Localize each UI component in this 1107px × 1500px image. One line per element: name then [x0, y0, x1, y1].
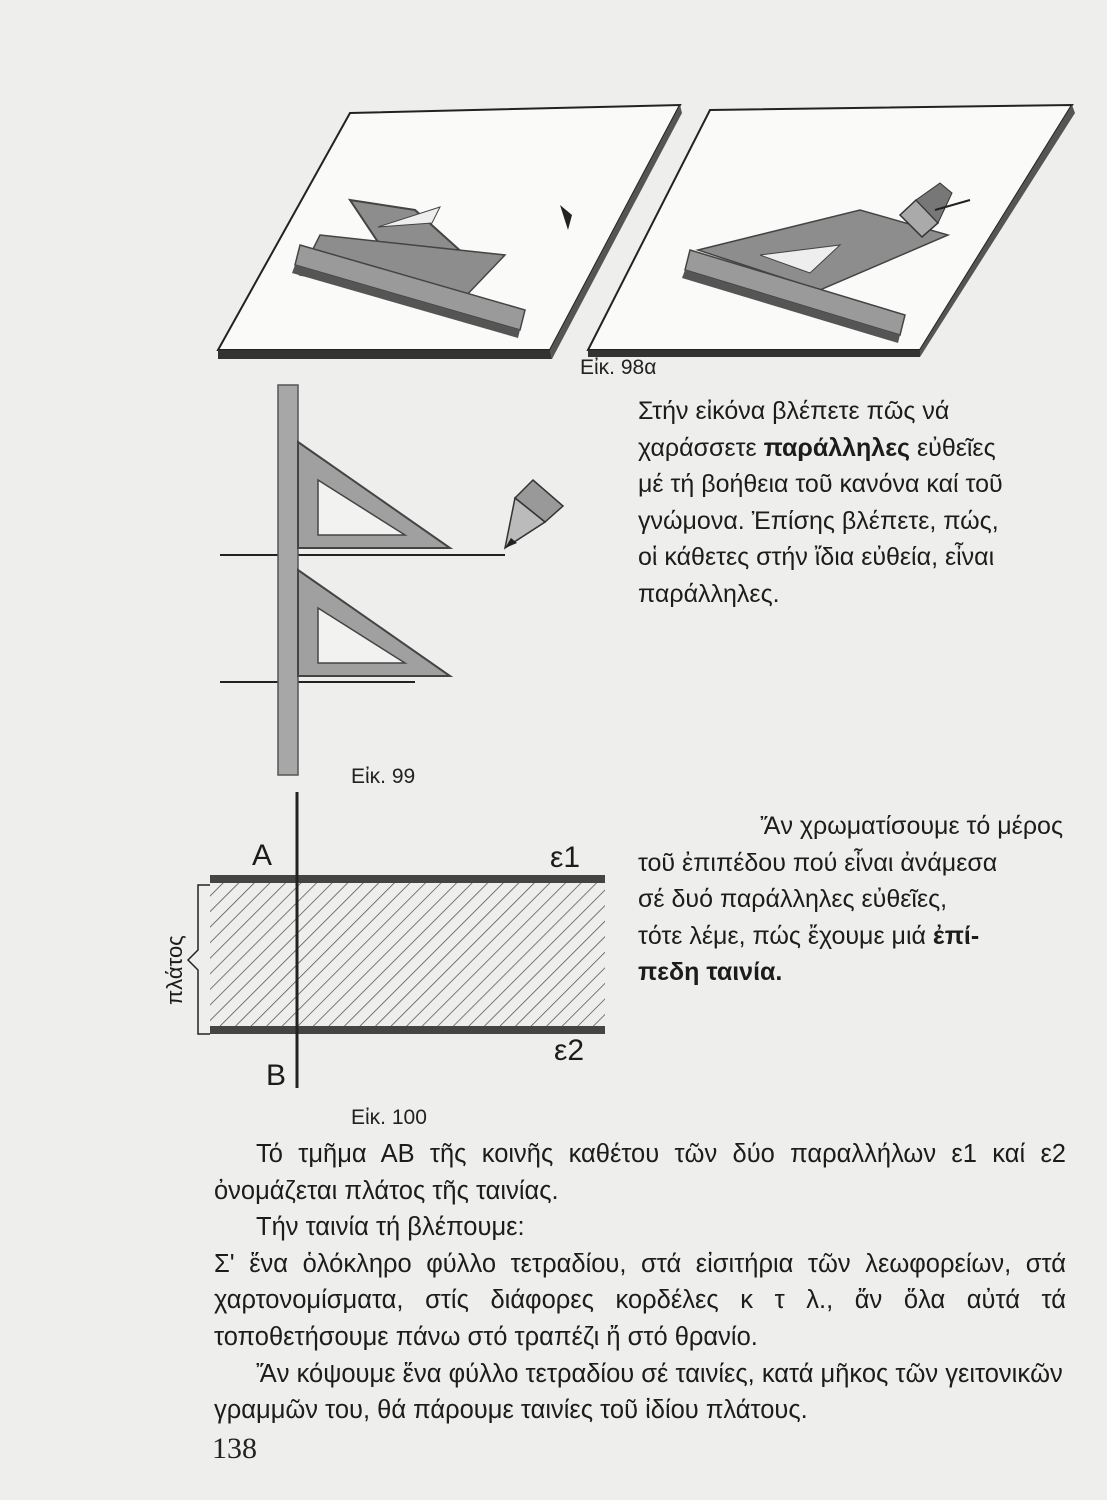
parallel-line-2-text: χαράσσετε — [638, 433, 764, 462]
strip-area — [210, 878, 605, 1028]
strip-line-1: Ἄν χρωματίσουμε τό μέρος — [760, 812, 1063, 840]
strip-line-4 — [638, 918, 1063, 955]
parallel-line-4: γνώμονα. Ἐπίσης βλέπετε, πώς, — [638, 506, 999, 535]
parallel-line-6: παράλληλες. — [638, 579, 780, 608]
line-e1 — [210, 875, 605, 883]
figure-98a — [200, 95, 1080, 385]
parallel-line-5: οἱ κάθετες στήν ἴδια εὐθεία, εἶναι — [638, 543, 995, 571]
parallel-line-1: Στήν εἰκόνα βλέπετε πῶς νά — [638, 397, 950, 425]
label-b: Β — [266, 1059, 287, 1090]
figure-99 — [215, 380, 575, 780]
label-a: Α — [252, 839, 273, 872]
strip-line-4-text: τότε λέμε, πώς ἔχουμε μιά — [638, 921, 933, 950]
strip-line-2: τοῦ ἐπιπέδου πού εἶναι ἀνάμεσα — [638, 848, 998, 877]
parallel-line-2-end: εὐθεῖες — [910, 433, 996, 462]
parallel-term: παράλληλες — [763, 433, 911, 462]
strip-term-start: ἐπί- — [932, 921, 980, 950]
parallel-line-2 — [638, 430, 1056, 467]
figure-98a-caption: Εἰκ. 98α — [580, 356, 657, 379]
label-e2: ε2 — [554, 1034, 585, 1067]
strip-line-3: σέ δυό παράλληλες εὐθεῖες, — [638, 885, 948, 913]
strip-paragraph — [638, 808, 1063, 991]
label-width: πλάτος — [162, 935, 187, 1005]
strip-line-5 — [638, 954, 1063, 991]
page-number: 138 — [212, 1432, 257, 1465]
label-e1: ε1 — [550, 841, 581, 874]
width-bracket — [188, 885, 210, 1034]
figure-100-caption: Εἰκ. 100 — [351, 1106, 427, 1129]
parallel-line-3: μέ τή βοήθεια τοῦ κανόνα καί τοῦ — [638, 470, 1003, 498]
body-paragraph-4: Ἄν κόψουμε ἕνα φύλλο τετραδίου σέ ταινίες, κατά μῆκος τῶν γειτονικῶν γραμμῶν του, θά πάρουμε ταινίες τοῦ ἰδίου πλάτους. — [214, 1359, 1063, 1425]
body-paragraph-1: Τό τμῆμα ΑΒ τῆς κοινῆς καθέτου τῶν δύο παραλλήλων ε1 καί ε2 ὀνομάζεται πλάτος τῆς ταινίας. — [214, 1140, 1066, 1205]
line-e2 — [210, 1026, 605, 1034]
body-paragraph-2: Τήν ταινία τή βλέπουμε: — [256, 1213, 525, 1242]
body-text — [214, 1136, 1066, 1429]
body-paragraph-3: Σ' ἕνα ὁλόκληρο φύλλο τετραδίου, στά εἰσιτήρια τῶν λεωφορείων, στά χαρτονομίσματα, στίς διάφορες κορδέλες κ τ λ., ἄν ὅλα αὐτά τά τοποθετήσουμε πάνω στό τραπέζι ἤ στό θρανίο. — [214, 1249, 1066, 1351]
strip-term-end: πεδη ταινία. — [638, 958, 783, 986]
parallel-lines-paragraph — [638, 393, 1056, 612]
figure-99-caption: Εἰκ. 99 — [351, 765, 416, 788]
figure-100 — [160, 790, 620, 1090]
